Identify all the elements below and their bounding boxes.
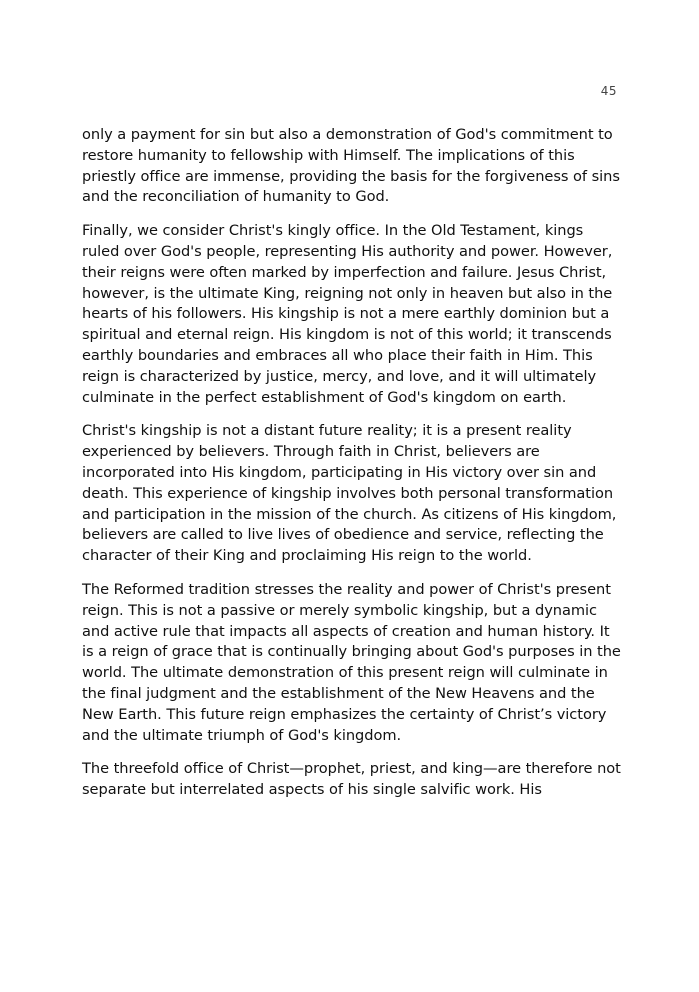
paragraph-priestly-office-end: only a payment for sin but also a demonstration of God's commitment to restore humanity to fellowship with Himself. The implications of this priestly office are immense, providing the basis for the forgiveness of sins and the reconciliation of humanity to God.: [82, 126, 620, 206]
page-number: 45: [600, 84, 617, 98]
paragraph-kingly-office: Finally, we consider Christ's kingly office. In the Old Testament, kings ruled over God's people, representing His authority and power. However, their reigns were often marked by imperfection and failure. Jesus Christ, however, is the ultimate King, reigning not only in heaven but also in the hearts of his followers. His kingship is not a mere earthly dominion but a spiritual and eternal reign. His kingdom is not of this world; it transcends earthly boundaries and embraces all who place their faith in Him. This reign is characterized by justice, mercy, and love, and it will ultimately culminate in the perfect establishment of God's kingdom on earth.: [82, 222, 613, 406]
body-text: [82, 125, 622, 814]
paragraph-threefold-office: The threefold office of Christ—prophet, priest, and king—are therefore not separate but interrelated aspects of his single salvific work. His: [82, 760, 621, 799]
paragraph-reformed-tradition: The Reformed tradition stresses the reality and power of Christ's present reign. This is not a passive or merely symbolic kingship, but a dynamic and active rule that impacts all aspects of creation and human history. It is a reign of grace that is continually bringing about God's purposes in the world. The ultimate demonstration of this present reign will culminate in the final judgment and the establishment of the New Heavens and the New Earth. This future reign emphasizes the certainty of Christ’s victory and the ultimate triumph of God's kingdom.: [82, 580, 621, 744]
paragraph-present-kingship: Christ's kingship is not a distant future reality; it is a present reality experienced by believers. Through faith in Christ, believers are incorporated into His kingdom, participating in His victory over sin and death. This experience of kingship involves both personal transformation and participation in the mission of the church. As citizens of His kingdom, believers are called to live lives of obedience and service, reflecting the character of their King and proclaiming His reign to the world.: [82, 422, 617, 565]
